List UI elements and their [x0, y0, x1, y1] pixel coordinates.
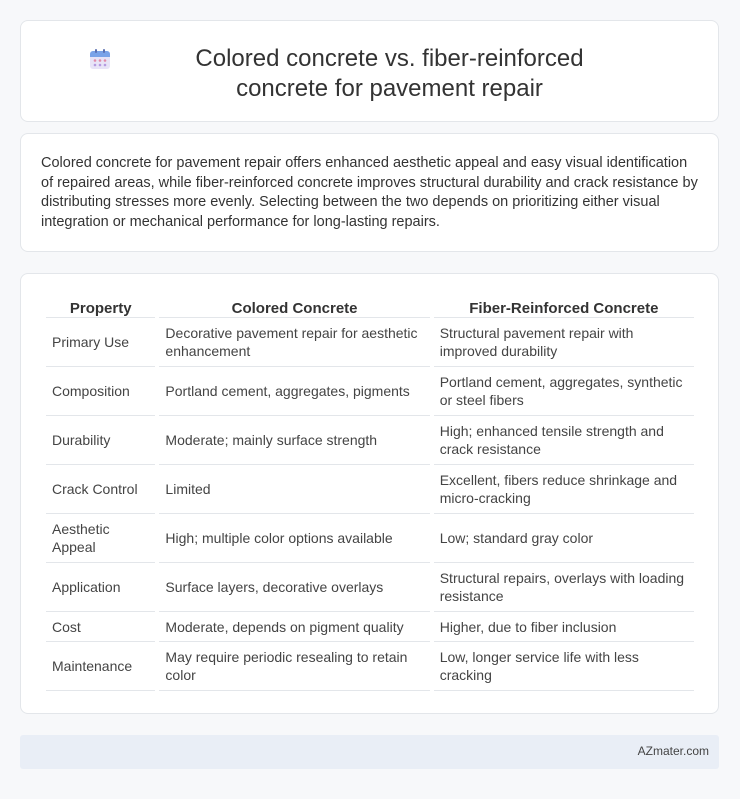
table-row: [46, 416, 694, 465]
footer-bar: [20, 735, 719, 769]
table-row: [46, 563, 694, 612]
row-colored: Surface layers, decorative overlays: [159, 563, 429, 612]
intro-text: Colored concrete for pavement repair offers enhanced aesthetic appeal and easy visual identification of repaired areas, while fiber-reinforced concrete improves structural durability and crack resistance by distributing stresses more evenly. Selecting between the two depends on prioritizing either visual integration or mechanical performance for long-lasting repairs.: [41, 155, 698, 230]
row-colored: Portland cement, aggregates, pigments: [159, 367, 429, 416]
row-property: Cost: [46, 612, 155, 642]
row-fiber: Portland cement, aggregates, synthetic or steel fibers: [434, 367, 694, 416]
row-fiber: Excellent, fibers reduce shrinkage and micro-cracking: [434, 465, 694, 514]
intro-card: [20, 133, 719, 252]
row-colored: High; multiple color options available: [159, 514, 429, 563]
row-colored: May require periodic resealing to retain color: [159, 642, 429, 691]
header-colored: Colored Concrete: [159, 296, 429, 318]
header-fiber: Fiber-Reinforced Concrete: [434, 296, 694, 318]
row-fiber: Low; standard gray color: [434, 514, 694, 563]
row-property: Primary Use: [46, 318, 155, 367]
table-row: [46, 318, 694, 367]
row-property: Aesthetic Appeal: [46, 514, 155, 563]
comparison-table: [42, 296, 698, 691]
row-property: Application: [46, 563, 155, 612]
row-fiber: Low, longer service life with less cracking: [434, 642, 694, 691]
table-header-row: [46, 296, 694, 318]
page-title: Colored concrete vs. fiber-reinforced concrete for pavement repair: [195, 45, 584, 102]
row-fiber: High; enhanced tensile strength and crack resistance: [434, 416, 694, 465]
row-property: Durability: [46, 416, 155, 465]
row-fiber: Higher, due to fiber inclusion: [434, 612, 694, 642]
table-row: [46, 465, 694, 514]
comparison-card: [20, 273, 719, 714]
table-row: [46, 367, 694, 416]
table-row: [46, 612, 694, 642]
row-property: Crack Control: [46, 465, 155, 514]
row-colored: Limited: [159, 465, 429, 514]
row-colored: Moderate, depends on pigment quality: [159, 612, 429, 642]
footer-brand[interactable]: AZmater.com: [637, 744, 709, 758]
table-row: [46, 514, 694, 563]
row-property: Composition: [46, 367, 155, 416]
row-fiber: Structural pavement repair with improved durability: [434, 318, 694, 367]
row-colored: Moderate; mainly surface strength: [159, 416, 429, 465]
row-fiber: Structural repairs, overlays with loading resistance: [434, 563, 694, 612]
title-card: [20, 20, 719, 122]
row-property: Maintenance: [46, 642, 155, 691]
table-row: [46, 642, 694, 691]
row-colored: Decorative pavement repair for aesthetic enhancement: [159, 318, 429, 367]
header-property: Property: [46, 296, 155, 318]
